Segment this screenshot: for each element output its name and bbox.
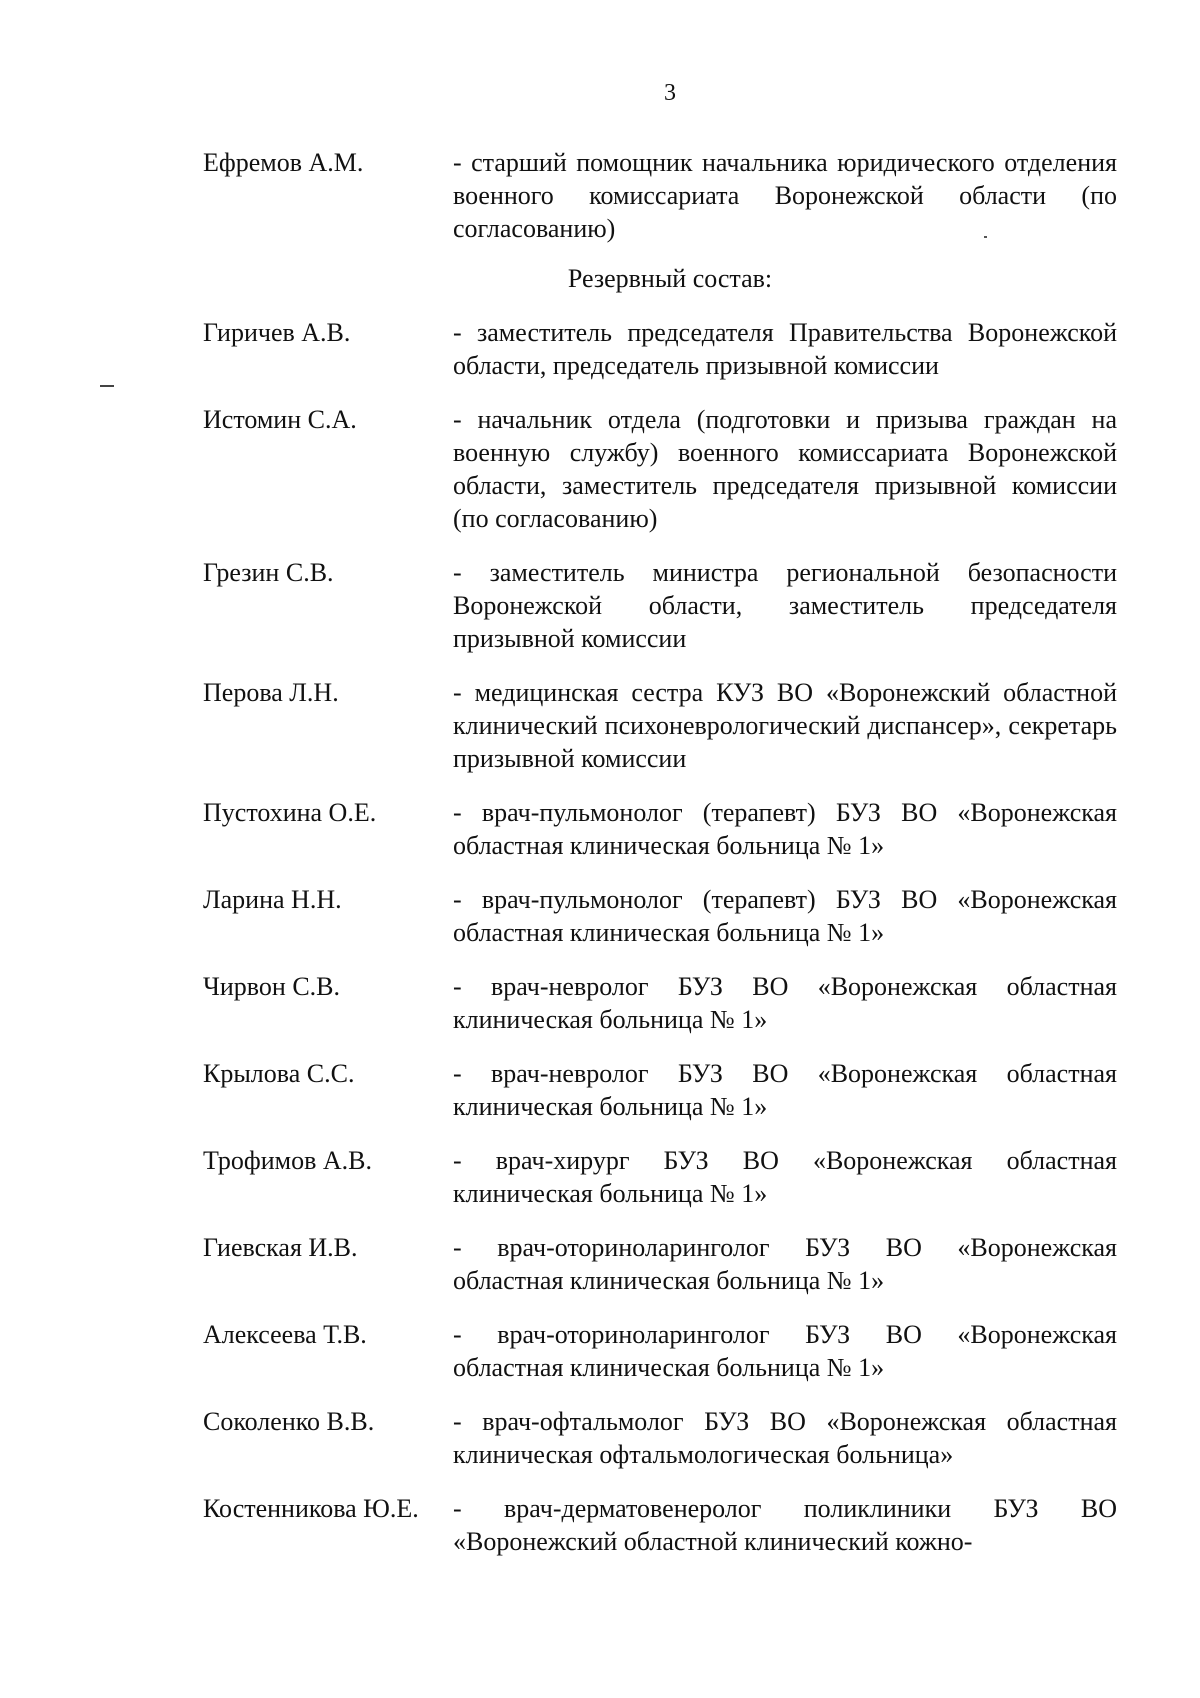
commission-member xyxy=(0,146,1200,245)
page-number: 3 xyxy=(664,80,676,106)
reserve-member xyxy=(0,676,1200,775)
member-name: Ларина Н.Н. xyxy=(203,885,342,914)
reserve-member xyxy=(0,1231,1200,1297)
member-position: - старший помощник начальника юридического отделения военного комиссариата Воронежской области (по согласованию) xyxy=(453,148,1117,243)
member-position: - врач-невролог БУЗ ВО «Воронежская областная клиническая больница № 1» xyxy=(453,972,1117,1034)
reserve-member xyxy=(0,1492,1200,1558)
member-position: - заместитель председателя Правительства Воронежской области, председатель призывной комиссии xyxy=(453,318,1117,380)
reserve-list xyxy=(0,316,1200,1579)
reserve-member xyxy=(0,1318,1200,1384)
member-name: Гиричев А.В. xyxy=(203,318,351,347)
reserve-member xyxy=(0,883,1200,949)
reserve-member xyxy=(0,316,1200,382)
scan-speck xyxy=(984,236,987,238)
reserve-member xyxy=(0,1405,1200,1471)
member-name: Соколенко В.В. xyxy=(203,1407,375,1436)
member-position: - врач-пульмонолог (терапевт) БУЗ ВО «Воронежская областная клиническая больница № 1» xyxy=(453,885,1117,947)
member-name: Трофимов А.В. xyxy=(203,1146,372,1175)
member-name: Истомин С.А. xyxy=(203,405,357,434)
first-entry xyxy=(0,146,1200,245)
reserve-member xyxy=(0,556,1200,655)
member-name: Алексеева Т.В. xyxy=(203,1320,367,1349)
member-name: Перова Л.Н. xyxy=(203,678,339,707)
reserve-member xyxy=(0,796,1200,862)
member-name: Ефремов А.М. xyxy=(203,148,364,177)
reserve-member xyxy=(0,1057,1200,1123)
reserve-member xyxy=(0,1144,1200,1210)
member-position: - врач-пульмонолог (терапевт) БУЗ ВО «Воронежская областная клиническая больница № 1» xyxy=(453,798,1117,860)
member-position: - врач-хирург БУЗ ВО «Воронежская областная клиническая больница № 1» xyxy=(453,1146,1117,1208)
member-name: Пустохина О.Е. xyxy=(203,798,377,827)
reserve-heading: Резервный состав: xyxy=(567,264,773,293)
member-position: - врач-невролог БУЗ ВО «Воронежская областная клиническая больница № 1» xyxy=(453,1059,1117,1121)
member-name: Костенникова Ю.Е. xyxy=(203,1494,419,1523)
member-name: Гиевская И.В. xyxy=(203,1233,358,1262)
member-name: Крылова С.С. xyxy=(203,1059,355,1088)
member-position: - медицинская сестра КУЗ ВО «Воронежский областной клинический психоневрологический диспансер», секретарь призывной комиссии xyxy=(453,678,1117,773)
member-position: - заместитель министра региональной безопасности Воронежской области, заместитель председателя призывной комиссии xyxy=(453,558,1117,653)
member-position: - начальник отдела (подготовки и призыва граждан на военную службу) военного комиссариата Воронежской области, заместитель председателя призывной комиссии (по согласованию) xyxy=(453,405,1117,533)
reserve-member xyxy=(0,403,1200,535)
member-name: Грезин С.В. xyxy=(203,558,334,587)
member-position: - врач-офтальмолог БУЗ ВО «Воронежская областная клиническая офтальмологическая больница» xyxy=(453,1407,1117,1469)
reserve-member xyxy=(0,970,1200,1036)
member-name: Чирвон С.В. xyxy=(203,972,341,1001)
member-position: - врач-дерматовенеролог поликлиники БУЗ ВО «Воронежский областной клинический кожно- xyxy=(453,1494,1117,1556)
member-position: - врач-оториноларинголог БУЗ ВО «Воронежская областная клиническая больница № 1» xyxy=(453,1233,1117,1295)
member-position: - врач-оториноларинголог БУЗ ВО «Воронежская областная клиническая больница № 1» xyxy=(453,1320,1117,1382)
